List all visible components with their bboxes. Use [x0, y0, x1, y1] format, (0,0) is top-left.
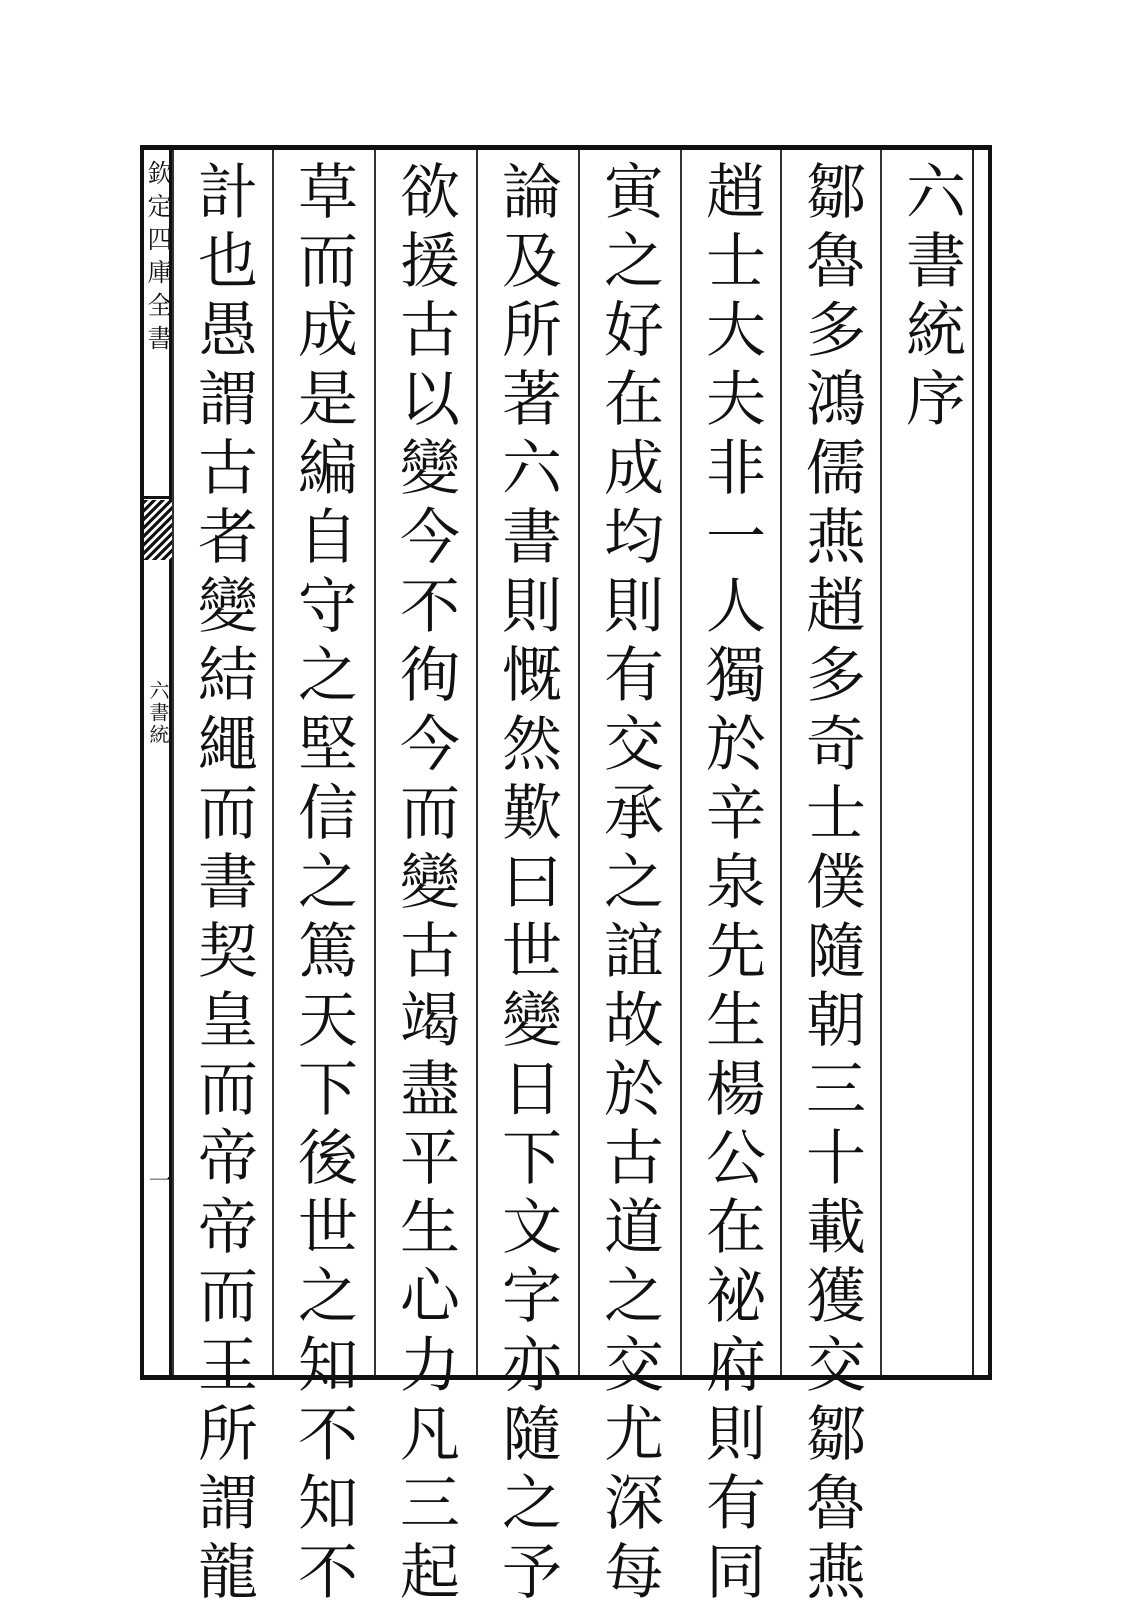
column-rule	[272, 150, 274, 1375]
column-rule	[172, 150, 174, 1375]
column-rule	[476, 150, 478, 1375]
column-rule	[578, 150, 580, 1375]
text-column: 草而成是編自守之堅信之篤天下後世之知不知不	[288, 160, 358, 1609]
text-column: 鄒魯多鴻儒燕趙多奇士僕隨朝三十載獲交鄒魯燕	[796, 160, 866, 1609]
fold-fishtail-mark	[144, 500, 172, 560]
text-column: 寅之好在成均則有交承之誼故於古道之交尤深每	[594, 160, 664, 1609]
column-rule	[374, 150, 376, 1375]
fold-divider	[140, 496, 172, 499]
preface-heading: 六書統序	[896, 160, 966, 436]
text-column: 趙士大夫非一人獨於辛泉先生楊公在祕府則有同	[696, 160, 766, 1609]
text-column: 論及所著六書則慨然歎曰世變日下文字亦隨之予	[492, 160, 562, 1609]
fold-title: 欽定四庫全書	[144, 160, 173, 358]
fold-subtitle: 六書統	[146, 680, 170, 746]
column-rule	[680, 150, 682, 1375]
text-column: 計也愚謂古者變結繩而書契皇而帝帝而王所謂龍	[188, 160, 258, 1609]
fold-page-number: 一	[144, 1168, 172, 1192]
column-rule	[880, 150, 882, 1375]
text-column: 欲援古以變今不徇今而變古竭盡平生心力凡三起	[390, 160, 460, 1609]
column-rule	[780, 150, 782, 1375]
